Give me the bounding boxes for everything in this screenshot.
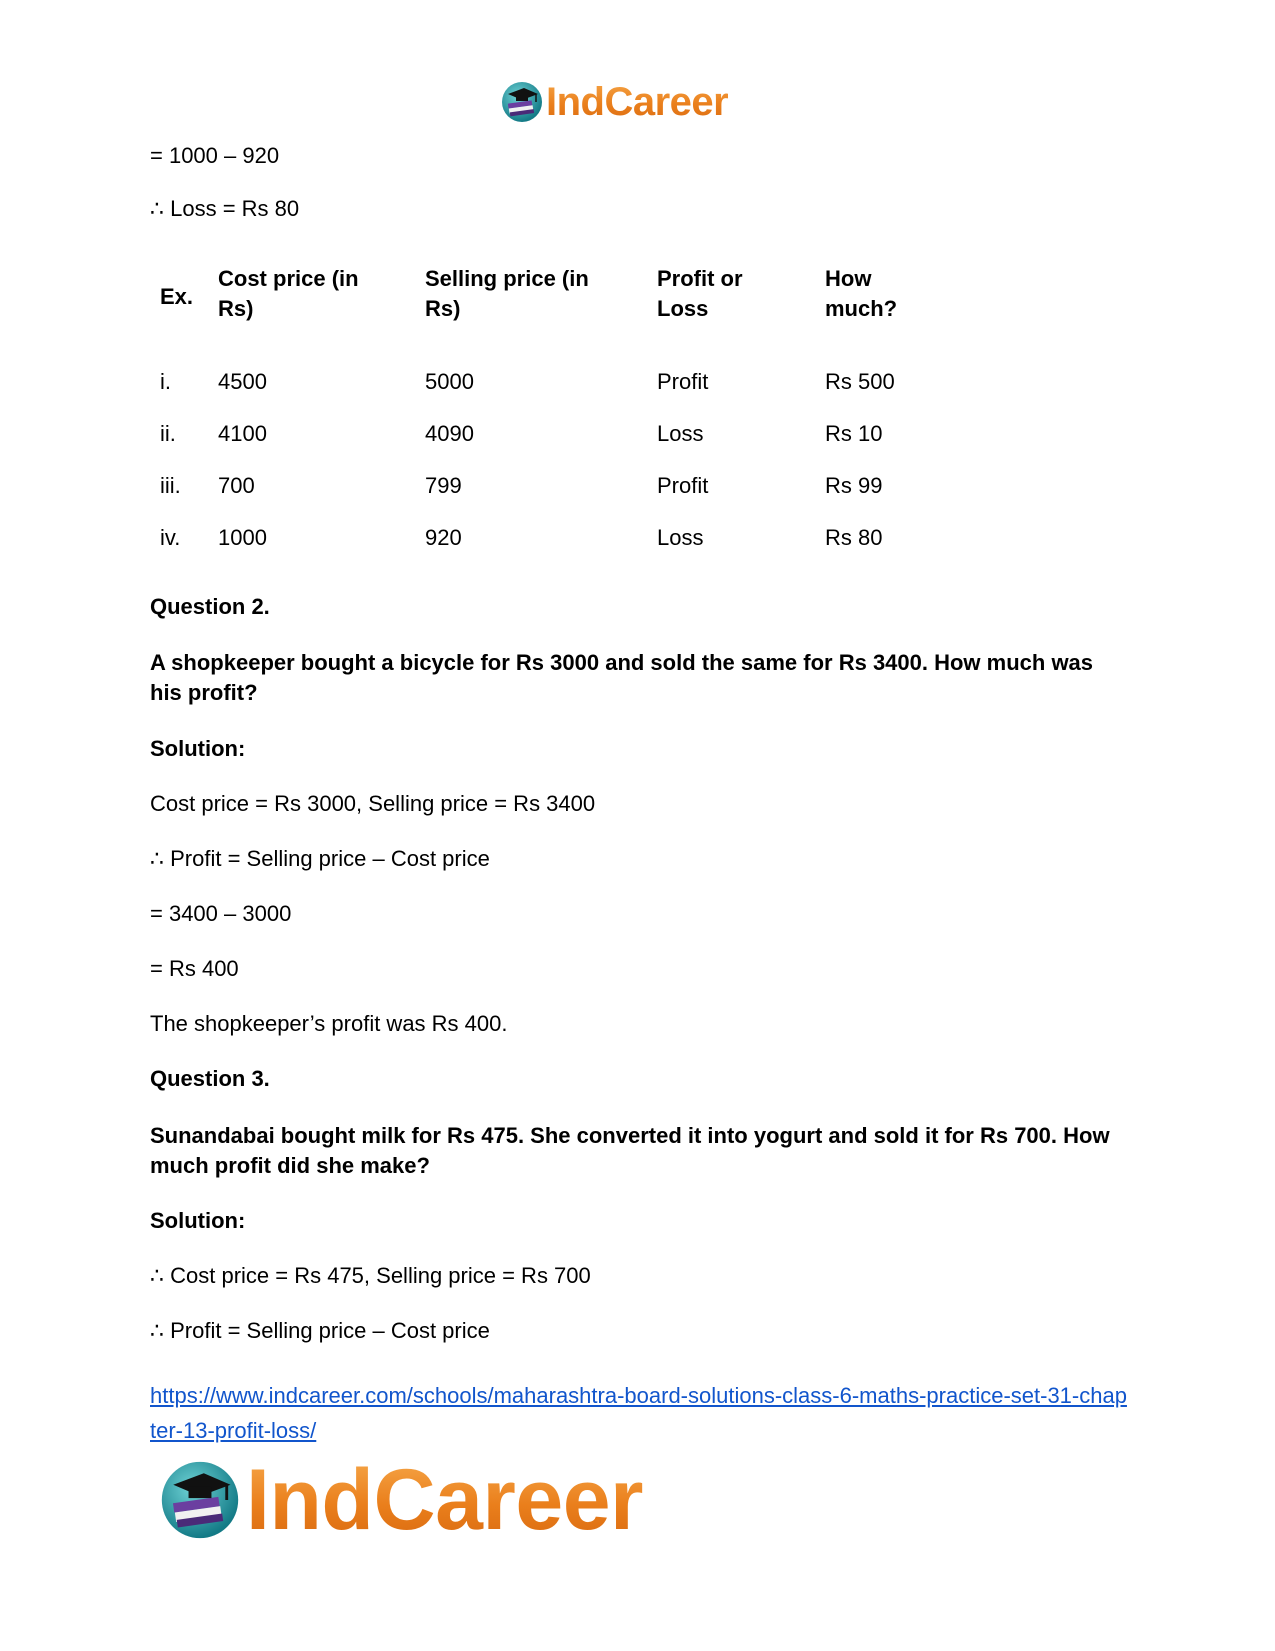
header-logo (500, 78, 728, 126)
table-cell-cost-price: 4100 (218, 421, 267, 446)
question-2-text: A shopkeeper bought a bicycle for Rs 3000 and sold the same for Rs 3400. How much was his profit? (150, 650, 1094, 705)
table-cell-selling-price: 5000 (425, 369, 474, 394)
graduation-book-icon (500, 80, 544, 124)
question-2-solution-label: Solution: (150, 736, 246, 761)
table-cell-profit-or-loss: Loss (657, 421, 704, 446)
question-3-solution-label: Solution: (150, 1208, 246, 1233)
question-3-heading: Question 3. (150, 1066, 270, 1091)
solution-line: ∴ Profit = Selling price – Cost price (150, 846, 490, 871)
table-cell-how-much: Rs 10 (825, 421, 883, 446)
table-header-cost-price: Cost price (in Rs) (218, 266, 359, 321)
table-cell-cost-price: 700 (218, 473, 255, 498)
table-header-selling-price: Selling price (in Rs) (425, 266, 589, 321)
solution-line: ∴ Cost price = Rs 475, Selling price = Rs 700 (150, 1263, 591, 1288)
table-cell-ex: iv. (160, 525, 181, 550)
footer-logo (158, 1452, 643, 1548)
source-url-link[interactable]: https://www.indcareer.com/schools/maharashtra-board-solutions-class-6-maths-practice-set-31-chapter-13-profit-loss/ (150, 1383, 1127, 1443)
table-cell-cost-price: 4500 (218, 369, 267, 394)
table-cell-how-much: Rs 99 (825, 473, 883, 498)
table-cell-selling-price: 920 (425, 525, 462, 550)
solution-line: ∴ Profit = Selling price – Cost price (150, 1318, 490, 1343)
table-header-ex: Ex. (160, 284, 194, 309)
calculation-line: = 1000 – 920 (150, 143, 280, 168)
table-cell-how-much: Rs 500 (825, 369, 895, 394)
table-cell-cost-price: 1000 (218, 525, 267, 550)
brand-name: IndCareer (246, 1452, 643, 1548)
table-cell-profit-or-loss: Loss (657, 525, 704, 550)
solution-line: Cost price = Rs 3000, Selling price = Rs 3400 (150, 791, 596, 816)
brand-name: IndCareer (546, 80, 729, 124)
table-cell-how-much: Rs 80 (825, 525, 883, 550)
table-cell-selling-price: 4090 (425, 421, 474, 446)
table-cell-ex: iii. (160, 473, 181, 498)
solution-line: The shopkeeper’s profit was Rs 400. (150, 1011, 508, 1036)
table-cell-ex: i. (160, 369, 171, 394)
loss-result-line: ∴ Loss = Rs 80 (150, 196, 300, 221)
table-header-how-much: How much? (825, 266, 898, 321)
table-cell-selling-price: 799 (425, 473, 462, 498)
table-header-profit-or-loss: Profit or Loss (657, 266, 743, 321)
solution-line: = 3400 – 3000 (150, 901, 292, 926)
solution-line: = Rs 400 (150, 956, 239, 981)
table-cell-ex: ii. (160, 421, 176, 446)
question-2-heading: Question 2. (150, 594, 270, 619)
table-cell-profit-or-loss: Profit (657, 473, 709, 498)
question-3-text: Sunandabai bought milk for Rs 475. She converted it into yogurt and sold it for Rs 700. How much profit did she make? (150, 1123, 1110, 1178)
table-cell-profit-or-loss: Profit (657, 369, 709, 394)
graduation-book-icon (158, 1458, 242, 1542)
